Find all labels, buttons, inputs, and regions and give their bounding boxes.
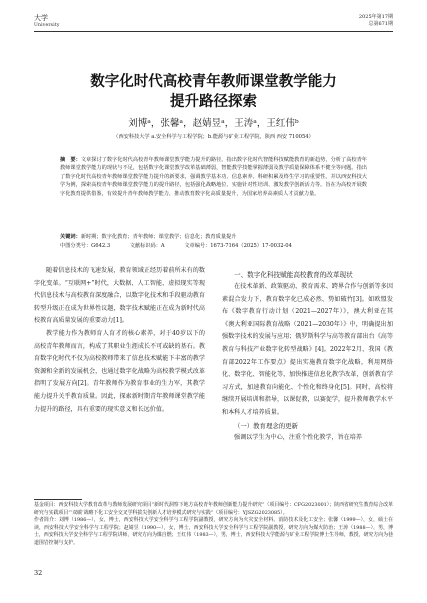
article-meta: [60, 242, 367, 250]
header-divider: [34, 31, 393, 32]
total-issue: 总第671期: [368, 21, 393, 27]
keywords-text: 新时期；数字化教育；青年教师；课堂教学；信息化；教育质量提升: [80, 234, 237, 240]
article-title: [34, 72, 393, 112]
abstract-label: 摘 要：: [60, 157, 81, 163]
paragraph: 强调以学生为中心，注重个性化教学，旨在培养: [234, 433, 362, 441]
title-line-2: 提升路径探索: [170, 94, 257, 110]
paragraph: 在技术革新、政策驱动、教育需求、跨界合作与创新等多因素混合发力下，教育数字化已成必然、势如破竹[3]。如欧盟发布《数字教育行动计划（2021—2027年）》，澳大利亚在其《澳大利亚国际教育战略（2021—2030年）》中，明确提出加强数字技术的发展与应用；俄罗斯科学与高等教育部出台《高等教育与科技产业数字化转型战略》[4]。2022年2月，我国《教育部2022年工作要点》提出实施教育数字化战略，利用网络化、数字化、智能化等，加快推进信息化教学改革，创新教育学习方式，加速教育向能化、个性化和终身化[5]。同时，高校将继续开展培训和指导，以课促教，以赛促学，提升教师教学水平和本科人才培养质量。: [222, 283, 393, 416]
page-number: 32: [34, 569, 43, 577]
clc-number: 中图分类号：G642.3: [60, 243, 111, 249]
journal-name: [34, 14, 60, 30]
keywords-label: 关键词：: [60, 234, 81, 240]
abstract-text: 文章探讨了数字化时代高校青年教师课堂教学能力提升的路径。指出数字化时代智能科技赋能教育的新趋势，分析了高校青年教师课堂教学能力的现状与不足，包括数字化课堂教学改革基础薄弱，智能教学技能掌握薄弱及教学质量保障体系不健全等问题。指出了数字化时代高校青年教师课堂教学能力提升的新要求，强调教学基本功、信息素养、科研积累及终生学习的重要性。并以西安科技大学为例，探索高校青年教师课堂教学能力的提升路径，包括强化战略地位、实施针对性培训、激发教学创新活力等。旨在为高校开展数字化教育提供借鉴，有效提升青年教师教学能力，推动教育数字化高质量提升，为国家培养高素质人才贡献力量。: [60, 157, 367, 197]
affiliation: （西安科技大学 a.安全科学与工程学院；b.能源与矿业工程学院，陕西 西安 710054）: [113, 134, 314, 140]
author-list: 刘博ᵃ，张馨ᵃ，赵婧昱ᵃ，王涛ᵃ，王红伟ᵇ: [128, 118, 299, 129]
keywords: [60, 233, 367, 241]
funding-note: 基金项目：西安科技大学教育改革与教师发展研究项目“新时代洞察下地方高校青年教师创新能力提升研究”（项目编号：CFG2023001）；陕西省研究生教育综合改革研究与实践项目“‘双碳’战略下化工安全交叉学科拔尖创新人才培养模式研究与实践”（项目编号：YJSZG2023085）。: [34, 502, 393, 516]
section-heading: 一、数字化科技赋能高校教育的改革现状: [234, 271, 353, 279]
paragraph: 随着信息技术的飞速发展，教育领域正经历着前所未有的数字化变革。“互联网+”时代，大数据、人工智能、虚拟现实等现代信息技术与高校教育深度融合，以数字化技术和手段驱动教育转型升级正在成为世界性议题，数字技术赋能正在成为新时代高校教育高质量发展的重要动力[1]。: [34, 267, 205, 325]
document-code: 文献标识码：A: [129, 243, 165, 249]
journal-name-cn: 大学: [34, 14, 48, 22]
left-column: [34, 265, 205, 416]
issue-date: 2025年第17期: [358, 14, 393, 20]
author-bio-note: 作者简介：刘博（1986—），女，博士，西安科技大学安全科学与工程学院副教授，研究方向为火灾安全材料、消防技术及化工安全；张馨（1999—），女，硕士在读，西安科技大学安全科学与工程学院；赵婧昱（1990—），女，博士，西安科技大学安全科学与工程学院副教授，研究方向为煤火防治；王涛（1988—），男，博士，西安科技大学安全科学与工程学院讲师，研究方向为煤自燃；王红伟（1983—），男，博士，西安科技大学能源与矿业工程学院博士生导师，教授，研究方向为巷道围岩控制与支护。: [34, 517, 393, 546]
right-column: [222, 269, 393, 444]
article-number: 文章编号：1673-7164（2025）17-0032-04: [184, 243, 292, 249]
paragraph: 教学能力作为教师育人育才的核心素养，对于40岁以下的高校青年教师而言，构成了其职业生涯成长不可或缺的基石。教育数字化时代不仅为高校教师带来了信息技术赋能下丰富的教学资源和全新的发展机会，也通过数字化战略为高校教学模式改革指明了发展方向[2]。青年教师作为教育事业的生力军，其教学能力提升关乎教育质量。因此，探索新时期青年教师课堂教学能力提升的路径，具有重要的现实意义和长远价值。: [34, 329, 205, 413]
title-line-1: 数字化时代高校青年教师课堂教学能力: [90, 74, 337, 90]
footnote-divider: [34, 499, 82, 500]
journal-name-en: University: [34, 23, 60, 28]
abstract: [60, 156, 367, 198]
subsection-heading: （一）教育理念的更新: [234, 421, 298, 430]
issue-info: [359, 14, 393, 28]
footnotes: [34, 502, 393, 548]
